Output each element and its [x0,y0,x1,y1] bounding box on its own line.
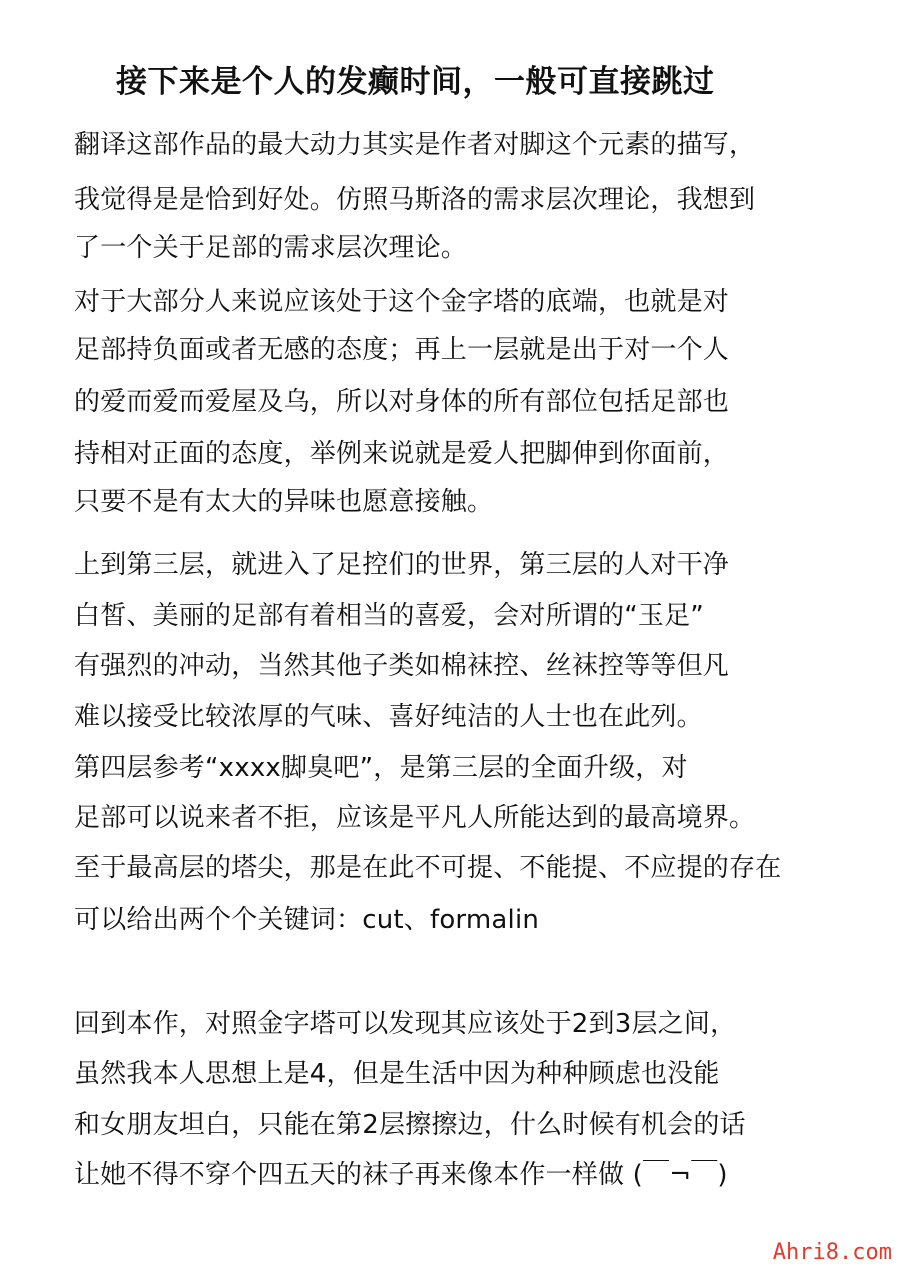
paragraph-3-line-4: 让她不得不穿个四五天的袜子再来像本作一样做 (￣¬￣) [74,1160,728,1190]
paragraph-3-line-1: 回到本作，对照金字塔可以发现其应该处于2到3层之间， [74,1009,737,1039]
paragraph-2-line-5: 第四层参考“xxxx脚臭吧”，是第三层的全面升级，对 [74,753,688,783]
watermark: Ahri8.com [772,1240,892,1265]
paragraph-2-line-3: 有强烈的冲动，当然其他子类如棉袜控、丝袜控等等但凡 [74,651,730,681]
paragraph-2-line-2: 白皙、美丽的足部有着相当的喜爱，会对所谓的“玉足” [74,601,704,631]
paragraph-1-line-5: 足部持负面或者无感的态度；再上一层就是出于对一个人 [74,335,730,365]
paragraph-1-line-1: 翻译这部作品的最大动力其实是作者对脚这个元素的描写， [74,130,756,160]
paragraph-2-line-7: 至于最高层的塔尖，那是在此不可提、不能提、不应提的存在 [74,853,782,883]
paragraph-2-line-4: 难以接受比较浓厚的气味、喜好纯洁的人士也在此列。 [74,702,703,732]
paragraph-2-line-8: 可以给出两个个关键词：cut、formalin [74,905,540,935]
paragraph-1-line-8: 只要不是有太大的异味也愿意接触。 [74,487,494,517]
paragraph-1-line-4: 对于大部分人来说应该处于这个金字塔的底端，也就是对 [74,287,730,317]
paragraph-3-line-3: 和女朋友坦白，只能在第2层擦擦边，什么时候有机会的话 [74,1110,746,1140]
paragraph-2-line-1: 上到第三层，就进入了足控们的世界，第三层的人对干净 [74,550,730,580]
paragraph-3-line-2: 虽然我本人思想上是4，但是生活中因为种种顾虑也没能 [74,1059,720,1089]
page-title: 接下来是个人的发癫时间，一般可直接跳过 [116,64,715,100]
paragraph-2-line-6: 足部可以说来者不拒，应该是平凡人所能达到的最高境界。 [74,803,756,833]
paragraph-1-line-7: 持相对正面的态度，举例来说就是爱人把脚伸到你面前， [74,439,730,469]
paragraph-1-line-3: 了一个关于足部的需求层次理论。 [74,233,468,263]
paragraph-1-line-2: 我觉得是是恰到好处。仿照马斯洛的需求层次理论，我想到 [74,185,756,215]
paragraph-1-line-6: 的爱而爱而爱屋及乌，所以对身体的所有部位包括足部也 [74,387,730,417]
